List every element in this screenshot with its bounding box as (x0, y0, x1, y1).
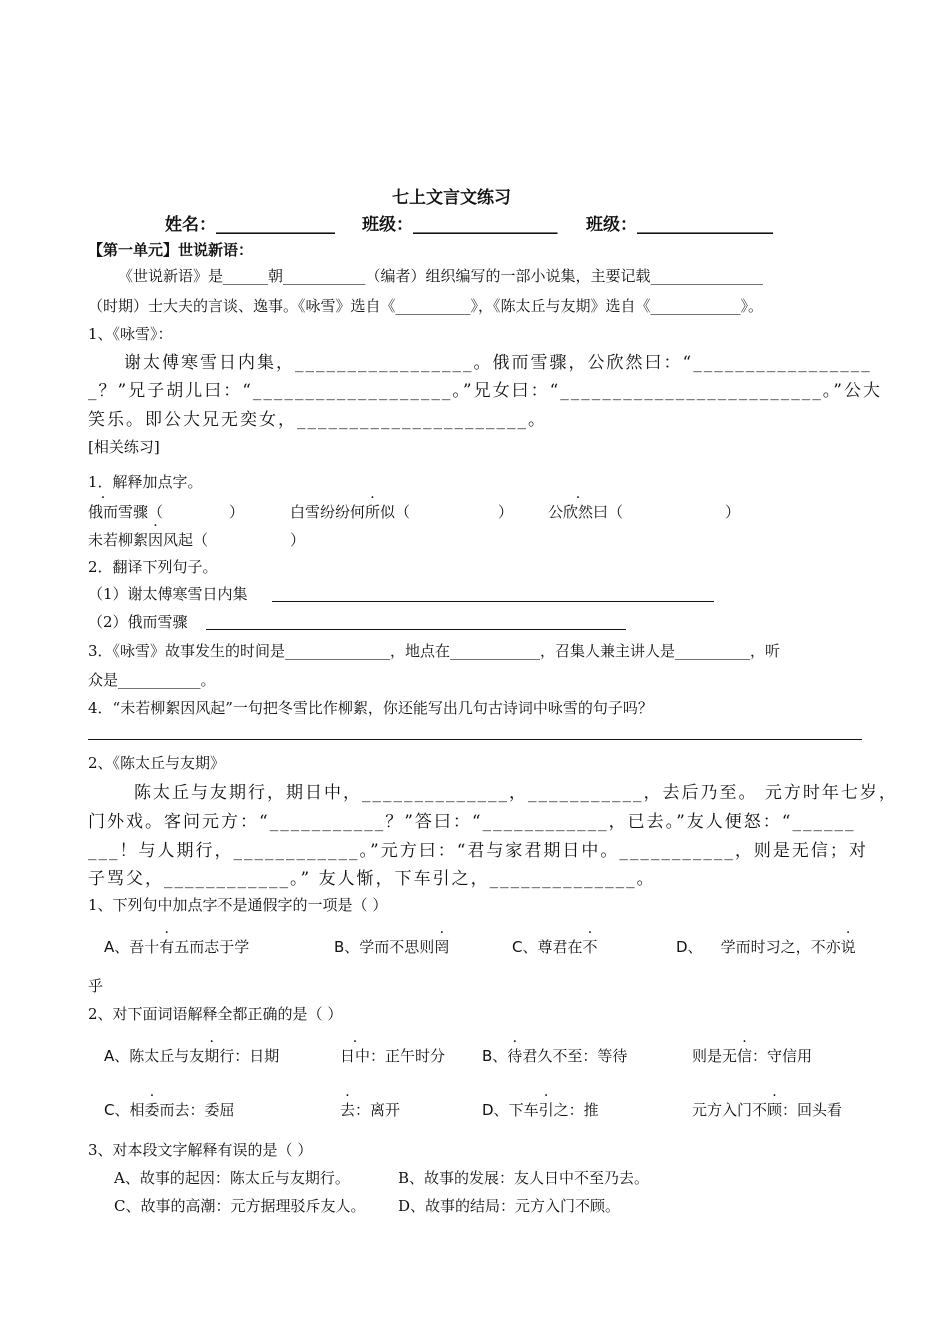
q1-item-1 (88, 502, 244, 522)
q3-line-2: 众是___________。 (88, 671, 216, 689)
mc1-option-a-dotted: 有 (159, 938, 175, 956)
class-label-1-text: 班级： (362, 215, 413, 235)
mc2-option-d-post: 之：推 (553, 1101, 599, 1119)
mc3-option-c[interactable]: C、故事的高潮：元方据理驳斥友人。 (114, 1197, 366, 1215)
q2-title: 2．翻译下列句子。 (88, 558, 218, 576)
mc1-option-c-pre: 尊君在 (537, 938, 583, 956)
mc2-option-b-part-2 (692, 1046, 812, 1066)
mc1-option-d-dotted: 说 (840, 938, 856, 956)
class-blank-1[interactable]: _________________ (413, 215, 558, 235)
mc2-option-b2-dotted: 信 (737, 1047, 753, 1065)
q4-question: 4．“未若柳絮因风起”一句把冬雪比作柳絮，你还能写出几句古诗词中咏雪的句子吗？ (88, 699, 653, 717)
mc2-option-a-dotted: 期 (204, 1047, 220, 1065)
mc1-option-d-wrap: 乎 (88, 977, 104, 995)
mc2-option-d-pre: 下车 (508, 1101, 539, 1119)
mc2-option-b2-post: ：守信用 (752, 1047, 813, 1065)
related-exercises-heading: [相关练习] (88, 438, 160, 456)
section-2-text-line-3: ___！与人期行，____________。”元方曰：“君与家君期日中。___________，则是无信；对 (88, 841, 868, 861)
mc2-option-b-post: 君久不至：等待 (522, 1047, 628, 1065)
page-title: 七上文言文练习 (392, 188, 511, 208)
mc3-option-a[interactable]: A、故事的起因：陈太丘与友期行。 (114, 1169, 350, 1187)
mc2-option-d-part-2 (692, 1100, 842, 1120)
mc1-option-a[interactable] (104, 937, 249, 957)
mc2-option-a-post: 行：日期 (219, 1047, 280, 1065)
q1-item-3-post: 曰（ (593, 503, 624, 521)
mc2-option-d-dotted: 引 (538, 1101, 554, 1119)
mc1-option-a-post: 五而志于学 (174, 938, 250, 956)
mc1-option-d[interactable] (676, 937, 856, 957)
section-2-text-line-1: 陈太丘与友期行，期日中，______________，___________，去后乃至。 元方时年七岁， (134, 783, 898, 803)
section-1-text-line-2: _？”兄子胡儿曰：“___________________。”兄女曰：“_________________________。”公大 (88, 381, 882, 401)
class-blank-2[interactable]: ________________ (637, 215, 773, 235)
mc1-option-c[interactable] (512, 937, 598, 957)
mc2-option-a2-post: ：正午时分 (370, 1047, 446, 1065)
q1-item-4-dotted: 因 (148, 531, 164, 549)
mc2-option-c-label: C、 (104, 1101, 130, 1119)
mc1-option-b[interactable] (334, 937, 449, 957)
mc2-option-c2-dotted: 去 (340, 1101, 356, 1119)
mc2-option-c-pre: 相 (129, 1101, 145, 1119)
section-2-text-line-4: 子骂父，____________。” 友人惭，下车引之，______________。 (88, 869, 656, 889)
q1-item-2-post: （ (395, 503, 411, 521)
mc2-option-b2-pre: 则是无 (692, 1047, 738, 1065)
section-2-text-line-2: 门外戏。客问元方：“___________？”答曰：“____________，已去。”友人便怒：“______ (88, 812, 856, 832)
mc2-option-b-dotted: 待 (507, 1047, 523, 1065)
q1-item-1-close: ） (229, 503, 245, 521)
section-1-title: 1、《咏雪》： (88, 325, 173, 343)
mc2-option-c2-post: ：离开 (355, 1101, 401, 1119)
mc2-option-b-label: B、 (482, 1047, 508, 1065)
q1-item-3-pre: 公 (548, 503, 564, 521)
q1-item-4-post: 风起（ (163, 531, 209, 549)
q1-item-4-pre: 未若柳絮 (88, 531, 149, 549)
mc1-option-a-pre: 吾十 (129, 938, 160, 956)
name-label (165, 214, 335, 236)
mc1-option-b-label: B、 (334, 938, 360, 956)
mc2-option-a[interactable] (104, 1046, 279, 1066)
section-1-text-line-3: 笑乐。即公大兄无奕女，______________________。 (88, 410, 547, 430)
q1-item-4 (88, 530, 305, 550)
mc2-option-a-pre: 陈太丘与友 (129, 1047, 205, 1065)
q2-answer-line-1[interactable] (272, 601, 714, 602)
mc3-option-d[interactable]: D、故事的结局：元方入门不顾。 (398, 1197, 621, 1215)
q2-sentence-1: （1）谢太傅寒雪日内集 (88, 585, 248, 603)
q4-answer-line[interactable] (88, 739, 862, 740)
mc2-option-a-label: A、 (104, 1047, 130, 1065)
section-2-title: 2、《陈太丘与友期》 (88, 754, 226, 772)
section-1-text-line-1: 谢太傅寒雪日内集，_________________。俄而雪骤，公欣然曰：“_________________ (124, 353, 872, 373)
mc3-title: 3、对本段文字解释有误的是（ ） (88, 1141, 313, 1159)
mc1-option-b-pre: 学而不思则 (359, 938, 435, 956)
q1-item-2 (290, 502, 513, 522)
mc2-option-b[interactable] (482, 1046, 627, 1066)
mc1-title: 1、下列句中加点字不是通假字的一项是（ ） (88, 896, 388, 914)
mc2-option-d[interactable] (482, 1100, 599, 1120)
q1-item-3-dotted: 欣然 (563, 503, 594, 521)
q1-item-2-pre: 白雪纷纷 (290, 503, 351, 521)
mc2-option-d-label: D、 (482, 1101, 509, 1119)
mc1-option-a-label: A、 (104, 938, 130, 956)
class-label-2-text: 班级： (586, 215, 637, 235)
q1-item-2-close: ） (498, 503, 514, 521)
q3-line-1: 3．《咏雪》故事发生的时间是______________，地点在____________，召集人兼主讲人是__________，听 (88, 642, 781, 660)
mc3-option-b[interactable]: B、故事的发展：友人日中不至乃去。 (398, 1169, 650, 1187)
class-label-1 (362, 214, 558, 236)
q1-item-3 (548, 502, 740, 522)
q2-answer-line-2[interactable] (206, 629, 626, 630)
name-blank[interactable]: ______________ (216, 215, 335, 235)
unit-heading: 【第一单元】世说新语： (88, 241, 254, 259)
q1-item-1-post: 雪骤（ (118, 503, 164, 521)
mc2-title: 2、对下面词语解释全都正确的是（ ） (88, 1005, 343, 1023)
name-label-text: 姓名： (165, 215, 216, 235)
q1-item-2-dotted: 何所似 (350, 503, 396, 521)
mc2-option-a2-dotted: 日中 (340, 1047, 371, 1065)
mc2-option-c-part-2 (340, 1100, 400, 1120)
mc2-option-c-post: 而去：委屈 (159, 1101, 235, 1119)
mc1-option-b-dotted: 罔 (434, 938, 450, 956)
mc2-option-c-dotted: 委 (144, 1101, 160, 1119)
mc2-option-d2-post: ：回头看 (782, 1101, 843, 1119)
mc1-option-d-label: D、 (676, 938, 703, 956)
mc2-option-c[interactable] (104, 1100, 235, 1120)
q2-sentence-2: （2）俄而雪骤 (88, 613, 188, 631)
class-label-2 (586, 214, 773, 236)
mc2-option-d2-pre: 元方入门不 (692, 1101, 768, 1119)
q1-item-1-dotted: 俄而 (88, 503, 119, 521)
mc2-option-a-part-2 (340, 1046, 445, 1066)
mc1-option-c-dotted: 不 (582, 938, 598, 956)
mc1-option-c-label: C、 (512, 938, 538, 956)
mc2-option-d2-dotted: 顾 (767, 1101, 783, 1119)
mc1-option-d-pre: 学而时习之，不亦 (720, 938, 841, 956)
q1-item-4-close: ） (290, 531, 306, 549)
q1-title: 1．解释加点字。 (88, 473, 203, 491)
intro-line-1: 《世说新语》是______朝___________（编者）组织编写的一部小说集，主要记载_______________ (118, 267, 764, 285)
intro-line-2: （时期）士大夫的言谈、逸事。《咏雪》选自《__________》，《陈太丘与友期》选自《____________》。 (88, 297, 764, 315)
q1-item-3-close: ） (725, 503, 741, 521)
